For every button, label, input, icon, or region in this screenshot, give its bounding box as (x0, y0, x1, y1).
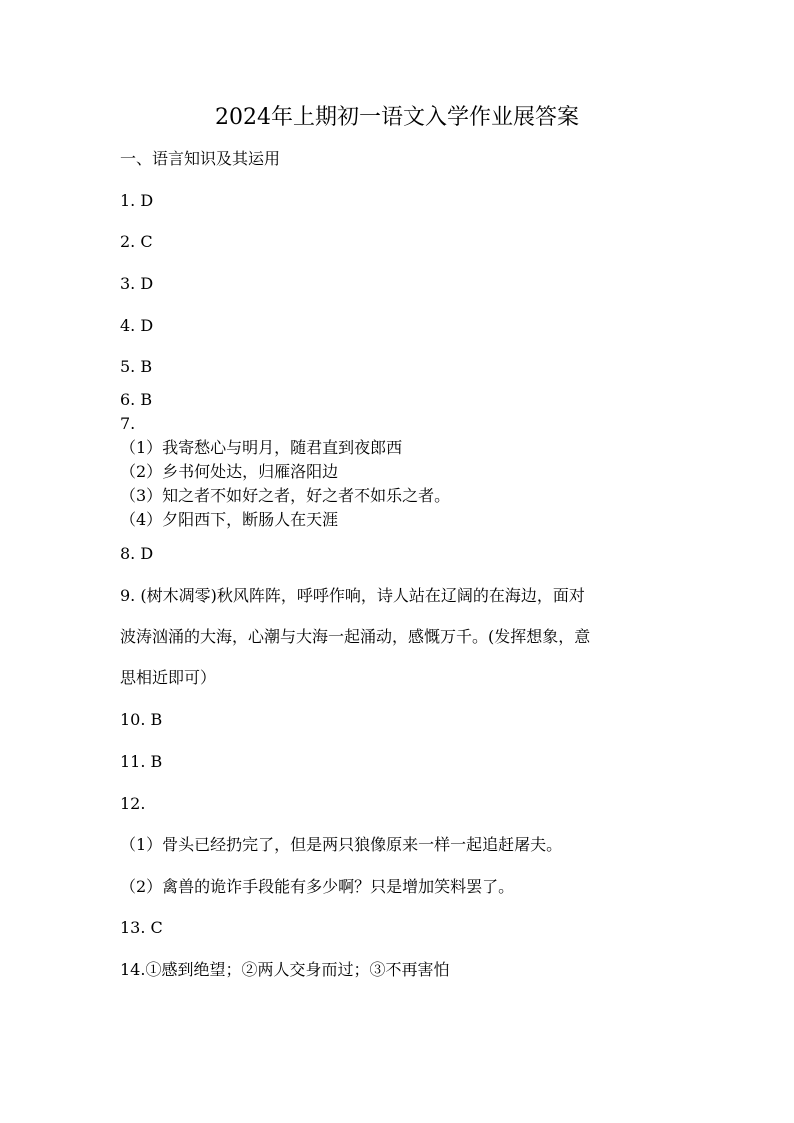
answer-2: 2. C (120, 232, 153, 251)
section-heading: 一、语言知识及其运用 (120, 149, 281, 168)
answer-8: 8. D (120, 544, 154, 563)
answer-12-1: （1）骨头已经扔完了，但是两只狼像原来一样一起追赶屠夫。 (120, 835, 563, 854)
answer-12-2: （2）禽兽的诡诈手段能有多少啊？只是增加笑料罢了。 (120, 877, 515, 896)
answer-7-1: （1）我寄愁心与明月，随君直到夜郎西 (120, 438, 403, 457)
answer-7: 7. (120, 414, 136, 433)
answer-7-4: （4）夕阳西下，断肠人在天涯 (120, 510, 339, 529)
answer-10: 10. B (120, 710, 163, 729)
answer-5: 5. B (120, 357, 153, 376)
answer-6: 6. B (120, 390, 153, 409)
answer-12: 12. (120, 794, 146, 813)
answer-7-2: （2）乡书何处达，归雁洛阳边 (120, 462, 339, 481)
answer-14: 14.①感到绝望；②两人交身而过；③不再害怕 (120, 960, 450, 979)
answer-1: 1. D (120, 191, 154, 210)
answer-9-line-1: 9. (树木凋零)秋风阵阵，呼呼作响，诗人站在辽阔的在海边，面对 (120, 586, 585, 605)
answer-4: 4. D (120, 316, 154, 335)
answer-13: 13. C (120, 918, 163, 937)
page-title: 2024年上期初一语文入学作业展答案 (215, 105, 579, 130)
answer-11: 11. B (120, 752, 163, 771)
answer-9-line-2: 波涛汹涌的大海，心潮与大海一起涌动，感慨万千。(发挥想象，意 (120, 627, 591, 646)
answer-3: 3. D (120, 274, 154, 293)
answer-9-line-3: 思相近即可） (120, 668, 217, 687)
answer-7-3: （3）知之者不如好之者，好之者不如乐之者。 (120, 486, 451, 505)
